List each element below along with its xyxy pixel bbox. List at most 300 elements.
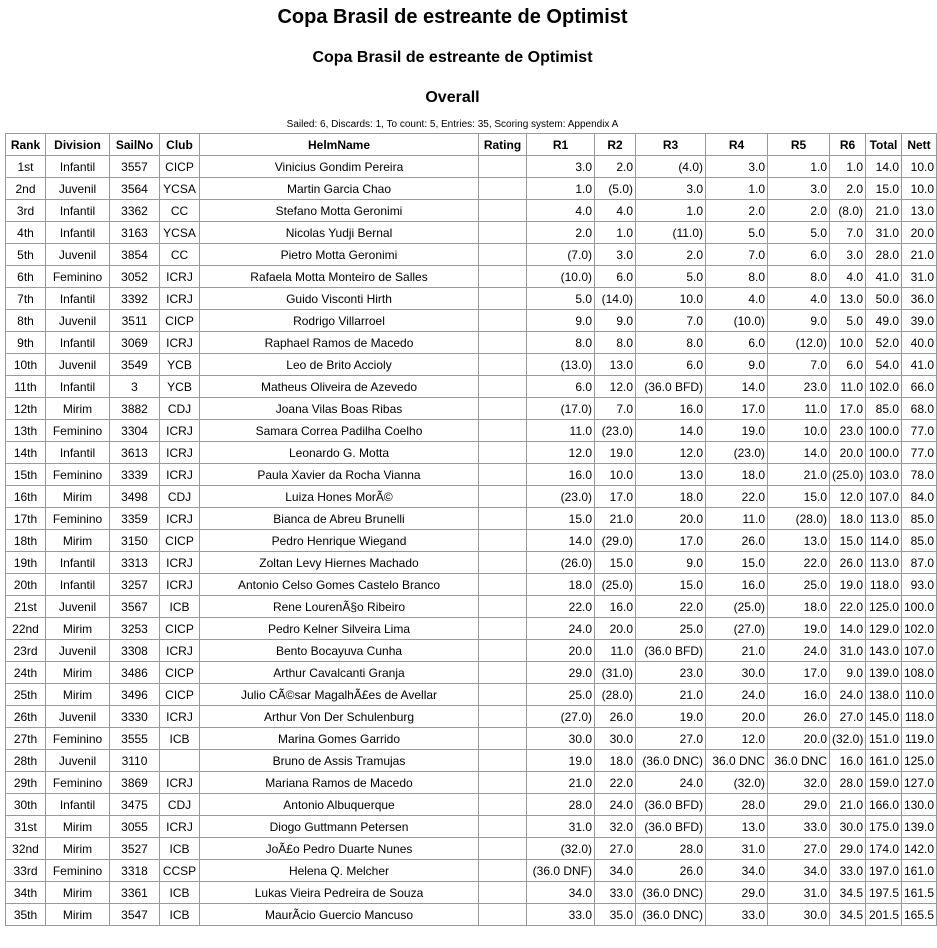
cell-r3: (36.0 BFD) xyxy=(636,816,706,838)
cell-r2: 26.0 xyxy=(595,706,636,728)
cell-rank: 4th xyxy=(6,222,46,244)
cell-division: Juvenil xyxy=(46,354,110,376)
cell-sailno: 3557 xyxy=(110,156,160,178)
cell-r4: 2.0 xyxy=(706,200,768,222)
cell-nett: 78.0 xyxy=(902,464,937,486)
cell-division: Mirim xyxy=(46,486,110,508)
cell-r2: 13.0 xyxy=(595,354,636,376)
cell-r1: 16.0 xyxy=(527,464,595,486)
cell-r1: (10.0) xyxy=(527,266,595,288)
cell-rating xyxy=(479,596,527,618)
cell-total: 49.0 xyxy=(866,310,902,332)
cell-club: YCB xyxy=(160,354,200,376)
cell-helmname: Arthur Von Der Schulenburg xyxy=(200,706,479,728)
cell-r2: 6.0 xyxy=(595,266,636,288)
cell-r1: 22.0 xyxy=(527,596,595,618)
cell-division: Infantil xyxy=(46,222,110,244)
cell-r6: 20.0 xyxy=(830,442,866,464)
cell-nett: 10.0 xyxy=(902,156,937,178)
cell-division: Juvenil xyxy=(46,596,110,618)
cell-division: Feminino xyxy=(46,508,110,530)
cell-r6: 14.0 xyxy=(830,618,866,640)
cell-helmname: MaurÃcio Guercio Mancuso xyxy=(200,904,479,926)
cell-total: 113.0 xyxy=(866,508,902,530)
cell-r3: (4.0) xyxy=(636,156,706,178)
cell-club: CICP xyxy=(160,310,200,332)
table-row xyxy=(6,816,937,838)
cell-sailno: 3253 xyxy=(110,618,160,640)
cell-rank: 16th xyxy=(6,486,46,508)
cell-rank: 5th xyxy=(6,244,46,266)
page-title: Copa Brasil de estreante de Optimist xyxy=(277,6,628,28)
cell-r5: 18.0 xyxy=(768,596,830,618)
cell-rank: 29th xyxy=(6,772,46,794)
cell-r2: (5.0) xyxy=(595,178,636,200)
cell-helmname: Guido Visconti Hirth xyxy=(200,288,479,310)
cell-sailno: 3527 xyxy=(110,838,160,860)
cell-total: 50.0 xyxy=(866,288,902,310)
cell-r5: 11.0 xyxy=(768,398,830,420)
cell-r5: 33.0 xyxy=(768,816,830,838)
cell-total: 54.0 xyxy=(866,354,902,376)
cell-r2: 35.0 xyxy=(595,904,636,926)
cell-club: ICB xyxy=(160,728,200,750)
cell-r5: 21.0 xyxy=(768,464,830,486)
cell-rating xyxy=(479,200,527,222)
cell-club: ICB xyxy=(160,838,200,860)
header-r1: R1 xyxy=(527,134,595,156)
cell-r1: (36.0 DNF) xyxy=(527,860,595,882)
cell-rank: 33rd xyxy=(6,860,46,882)
cell-total: 145.0 xyxy=(866,706,902,728)
table-row xyxy=(6,244,937,266)
cell-r5: 34.0 xyxy=(768,860,830,882)
cell-r4: 28.0 xyxy=(706,794,768,816)
cell-r2: 22.0 xyxy=(595,772,636,794)
cell-r1: 5.0 xyxy=(527,288,595,310)
cell-helmname: Julio CÃ©sar MagalhÃ£es de Avellar xyxy=(200,684,479,706)
cell-r2: 30.0 xyxy=(595,728,636,750)
cell-r1: (7.0) xyxy=(527,244,595,266)
cell-helmname: Bento Bocayuva Cunha xyxy=(200,640,479,662)
cell-total: 85.0 xyxy=(866,398,902,420)
cell-r5: 1.0 xyxy=(768,156,830,178)
cell-r4: 30.0 xyxy=(706,662,768,684)
cell-division: Infantil xyxy=(46,332,110,354)
cell-r3: 2.0 xyxy=(636,244,706,266)
cell-r1: 34.0 xyxy=(527,882,595,904)
cell-r1: 24.0 xyxy=(527,618,595,640)
cell-nett: 77.0 xyxy=(902,442,937,464)
cell-rating xyxy=(479,486,527,508)
cell-division: Feminino xyxy=(46,266,110,288)
cell-r6: 26.0 xyxy=(830,552,866,574)
cell-sailno: 3555 xyxy=(110,728,160,750)
cell-r5: (12.0) xyxy=(768,332,830,354)
cell-r1: (23.0) xyxy=(527,486,595,508)
cell-club: ICRJ xyxy=(160,706,200,728)
cell-r6: 28.0 xyxy=(830,772,866,794)
series-summary: Sailed: 6, Discards: 1, To count: 5, Entries: 35, Scoring system: Appendix A xyxy=(286,119,619,130)
cell-nett: 10.0 xyxy=(902,178,937,200)
cell-rating xyxy=(479,838,527,860)
cell-r6: 29.0 xyxy=(830,838,866,860)
cell-r4: 18.0 xyxy=(706,464,768,486)
cell-total: 102.0 xyxy=(866,376,902,398)
cell-helmname: Pietro Motta Geronimi xyxy=(200,244,479,266)
cell-club: CICP xyxy=(160,662,200,684)
table-row xyxy=(6,596,937,618)
cell-rating xyxy=(479,178,527,200)
cell-nett: 68.0 xyxy=(902,398,937,420)
table-row xyxy=(6,376,937,398)
cell-r2: 19.0 xyxy=(595,442,636,464)
cell-club: YCSA xyxy=(160,222,200,244)
cell-helmname: JoÃ£o Pedro Duarte Nunes xyxy=(200,838,479,860)
cell-r6: 1.0 xyxy=(830,156,866,178)
cell-r5: 20.0 xyxy=(768,728,830,750)
cell-r3: 22.0 xyxy=(636,596,706,618)
cell-nett: 161.0 xyxy=(902,860,937,882)
cell-sailno: 3564 xyxy=(110,178,160,200)
cell-r2: 16.0 xyxy=(595,596,636,618)
cell-total: 107.0 xyxy=(866,486,902,508)
cell-r3: 7.0 xyxy=(636,310,706,332)
cell-helmname: Leo de Brito Accioly xyxy=(200,354,479,376)
cell-r1: 18.0 xyxy=(527,574,595,596)
header-rank: Rank xyxy=(6,134,46,156)
cell-rating xyxy=(479,574,527,596)
cell-r6: 15.0 xyxy=(830,530,866,552)
cell-division: Juvenil xyxy=(46,178,110,200)
cell-r6: (8.0) xyxy=(830,200,866,222)
cell-r5: 10.0 xyxy=(768,420,830,442)
table-row xyxy=(6,178,937,200)
cell-r4: 16.0 xyxy=(706,574,768,596)
cell-rating xyxy=(479,904,527,926)
cell-rank: 21st xyxy=(6,596,46,618)
cell-total: 197.5 xyxy=(866,882,902,904)
cell-r3: 20.0 xyxy=(636,508,706,530)
cell-r5: 26.0 xyxy=(768,706,830,728)
cell-r5: 2.0 xyxy=(768,200,830,222)
table-row xyxy=(6,860,937,882)
cell-r5: 19.0 xyxy=(768,618,830,640)
cell-nett: 31.0 xyxy=(902,266,937,288)
cell-r3: (36.0 DNC) xyxy=(636,882,706,904)
cell-r2: 21.0 xyxy=(595,508,636,530)
cell-r4: 7.0 xyxy=(706,244,768,266)
cell-rating xyxy=(479,464,527,486)
cell-rating xyxy=(479,684,527,706)
cell-r3: 28.0 xyxy=(636,838,706,860)
cell-rating xyxy=(479,442,527,464)
cell-r3: 3.0 xyxy=(636,178,706,200)
cell-r6: 34.5 xyxy=(830,882,866,904)
cell-r3: 10.0 xyxy=(636,288,706,310)
cell-sailno: 3318 xyxy=(110,860,160,882)
cell-club: ICB xyxy=(160,596,200,618)
cell-nett: 77.0 xyxy=(902,420,937,442)
cell-total: 118.0 xyxy=(866,574,902,596)
cell-total: 114.0 xyxy=(866,530,902,552)
table-row xyxy=(6,640,937,662)
cell-rank: 30th xyxy=(6,794,46,816)
cell-helmname: Arthur Cavalcanti Granja xyxy=(200,662,479,684)
cell-r3: 8.0 xyxy=(636,332,706,354)
cell-r4: 24.0 xyxy=(706,684,768,706)
cell-r1: 28.0 xyxy=(527,794,595,816)
cell-sailno: 3339 xyxy=(110,464,160,486)
cell-nett: 165.5 xyxy=(902,904,937,926)
cell-club: ICRJ xyxy=(160,420,200,442)
cell-r5: 24.0 xyxy=(768,640,830,662)
cell-r1: 4.0 xyxy=(527,200,595,222)
cell-sailno: 3549 xyxy=(110,354,160,376)
cell-r6: 11.0 xyxy=(830,376,866,398)
cell-rank: 19th xyxy=(6,552,46,574)
cell-r4: 17.0 xyxy=(706,398,768,420)
table-row xyxy=(6,288,937,310)
cell-division: Infantil xyxy=(46,442,110,464)
cell-rank: 26th xyxy=(6,706,46,728)
cell-r1: (13.0) xyxy=(527,354,595,376)
cell-rank: 1st xyxy=(6,156,46,178)
table-row xyxy=(6,398,937,420)
cell-r3: 9.0 xyxy=(636,552,706,574)
cell-sailno: 3854 xyxy=(110,244,160,266)
cell-r2: (28.0) xyxy=(595,684,636,706)
cell-r6: 6.0 xyxy=(830,354,866,376)
cell-rating xyxy=(479,772,527,794)
cell-nett: 108.0 xyxy=(902,662,937,684)
cell-r3: 24.0 xyxy=(636,772,706,794)
cell-rank: 6th xyxy=(6,266,46,288)
cell-helmname: Rene LourenÃ§o Ribeiro xyxy=(200,596,479,618)
cell-nett: 21.0 xyxy=(902,244,937,266)
cell-club: CICP xyxy=(160,618,200,640)
cell-r3: (36.0 DNC) xyxy=(636,750,706,772)
cell-r4: 21.0 xyxy=(706,640,768,662)
page-subtitle: Copa Brasil de estreante de Optimist xyxy=(312,49,593,66)
cell-r4: 9.0 xyxy=(706,354,768,376)
cell-division: Juvenil xyxy=(46,640,110,662)
cell-r2: 4.0 xyxy=(595,200,636,222)
cell-sailno: 3055 xyxy=(110,816,160,838)
cell-helmname: Pedro Kelner Silveira Lima xyxy=(200,618,479,640)
cell-rating xyxy=(479,618,527,640)
cell-r4: 22.0 xyxy=(706,486,768,508)
cell-rank: 14th xyxy=(6,442,46,464)
cell-division: Mirim xyxy=(46,684,110,706)
cell-rating xyxy=(479,706,527,728)
cell-r1: 21.0 xyxy=(527,772,595,794)
cell-helmname: Paula Xavier da Rocha Vianna xyxy=(200,464,479,486)
header-club: Club xyxy=(160,134,200,156)
cell-total: 161.0 xyxy=(866,750,902,772)
cell-r2: 34.0 xyxy=(595,860,636,882)
cell-rank: 10th xyxy=(6,354,46,376)
cell-r4: 14.0 xyxy=(706,376,768,398)
cell-r2: 8.0 xyxy=(595,332,636,354)
cell-rank: 20th xyxy=(6,574,46,596)
cell-r4: 8.0 xyxy=(706,266,768,288)
cell-r2: 9.0 xyxy=(595,310,636,332)
cell-division: Juvenil xyxy=(46,310,110,332)
cell-r6: 4.0 xyxy=(830,266,866,288)
cell-r6: 23.0 xyxy=(830,420,866,442)
cell-division: Mirim xyxy=(46,904,110,926)
cell-division: Mirim xyxy=(46,882,110,904)
cell-r1: 6.0 xyxy=(527,376,595,398)
table-row xyxy=(6,266,937,288)
table-row xyxy=(6,310,937,332)
cell-r3: 25.0 xyxy=(636,618,706,640)
cell-r5: 36.0 DNC xyxy=(768,750,830,772)
cell-r4: 13.0 xyxy=(706,816,768,838)
cell-division: Infantil xyxy=(46,288,110,310)
cell-r4: 31.0 xyxy=(706,838,768,860)
cell-division: Juvenil xyxy=(46,244,110,266)
cell-total: 201.5 xyxy=(866,904,902,926)
cell-rank: 13th xyxy=(6,420,46,442)
cell-r6: (25.0) xyxy=(830,464,866,486)
header-r3: R3 xyxy=(636,134,706,156)
cell-rating xyxy=(479,552,527,574)
cell-rating xyxy=(479,398,527,420)
cell-helmname: Helena Q. Melcher xyxy=(200,860,479,882)
cell-r6: 30.0 xyxy=(830,816,866,838)
cell-r4: 3.0 xyxy=(706,156,768,178)
cell-r2: 32.0 xyxy=(595,816,636,838)
cell-r3: 14.0 xyxy=(636,420,706,442)
cell-rank: 18th xyxy=(6,530,46,552)
cell-sailno: 3498 xyxy=(110,486,160,508)
cell-r4: (10.0) xyxy=(706,310,768,332)
cell-r3: (36.0 BFD) xyxy=(636,640,706,662)
header-r2: R2 xyxy=(595,134,636,156)
results-table xyxy=(5,133,937,926)
cell-nett: 139.0 xyxy=(902,816,937,838)
cell-r4: 4.0 xyxy=(706,288,768,310)
cell-total: 41.0 xyxy=(866,266,902,288)
header-r6: R6 xyxy=(830,134,866,156)
cell-r1: 11.0 xyxy=(527,420,595,442)
cell-division: Mirim xyxy=(46,838,110,860)
cell-sailno: 3486 xyxy=(110,662,160,684)
cell-r4: 36.0 DNC xyxy=(706,750,768,772)
cell-helmname: Nicolas Yudji Bernal xyxy=(200,222,479,244)
cell-sailno: 3 xyxy=(110,376,160,398)
cell-nett: 142.0 xyxy=(902,838,937,860)
cell-division: Juvenil xyxy=(46,750,110,772)
cell-sailno: 3308 xyxy=(110,640,160,662)
cell-r5: 29.0 xyxy=(768,794,830,816)
cell-r6: 21.0 xyxy=(830,794,866,816)
cell-nett: 20.0 xyxy=(902,222,937,244)
cell-total: 166.0 xyxy=(866,794,902,816)
cell-r1: 30.0 xyxy=(527,728,595,750)
cell-r6: (32.0) xyxy=(830,728,866,750)
cell-club: ICRJ xyxy=(160,552,200,574)
cell-nett: 36.0 xyxy=(902,288,937,310)
cell-division: Mirim xyxy=(46,530,110,552)
cell-r1: 31.0 xyxy=(527,816,595,838)
cell-r4: 33.0 xyxy=(706,904,768,926)
cell-club: CDJ xyxy=(160,398,200,420)
cell-rank: 25th xyxy=(6,684,46,706)
cell-total: 28.0 xyxy=(866,244,902,266)
cell-nett: 85.0 xyxy=(902,508,937,530)
cell-rank: 12th xyxy=(6,398,46,420)
cell-rank: 3rd xyxy=(6,200,46,222)
cell-r3: 21.0 xyxy=(636,684,706,706)
cell-r3: (36.0 DNC) xyxy=(636,904,706,926)
cell-rank: 27th xyxy=(6,728,46,750)
cell-nett: 119.0 xyxy=(902,728,937,750)
cell-r4: (23.0) xyxy=(706,442,768,464)
cell-r2: 24.0 xyxy=(595,794,636,816)
cell-r1: 2.0 xyxy=(527,222,595,244)
cell-r2: (14.0) xyxy=(595,288,636,310)
cell-helmname: Martin Garcia Chao xyxy=(200,178,479,200)
table-row xyxy=(6,684,937,706)
table-row xyxy=(6,552,937,574)
cell-helmname: Bianca de Abreu Brunelli xyxy=(200,508,479,530)
table-row xyxy=(6,156,937,178)
cell-club: ICRJ xyxy=(160,464,200,486)
cell-r1: (17.0) xyxy=(527,398,595,420)
cell-r5: 13.0 xyxy=(768,530,830,552)
cell-club: CC xyxy=(160,200,200,222)
cell-rating xyxy=(479,728,527,750)
cell-club: ICB xyxy=(160,882,200,904)
cell-total: 159.0 xyxy=(866,772,902,794)
cell-helmname: Antonio Celso Gomes Castelo Branco xyxy=(200,574,479,596)
table-row xyxy=(6,332,937,354)
cell-rating xyxy=(479,640,527,662)
cell-nett: 84.0 xyxy=(902,486,937,508)
cell-rating xyxy=(479,354,527,376)
table-row xyxy=(6,772,937,794)
cell-rank: 17th xyxy=(6,508,46,530)
cell-club: CCSP xyxy=(160,860,200,882)
cell-sailno: 3869 xyxy=(110,772,160,794)
cell-nett: 85.0 xyxy=(902,530,937,552)
table-row xyxy=(6,574,937,596)
cell-club: ICRJ xyxy=(160,508,200,530)
cell-r4: 1.0 xyxy=(706,178,768,200)
cell-club: CC xyxy=(160,244,200,266)
cell-total: 143.0 xyxy=(866,640,902,662)
cell-total: 14.0 xyxy=(866,156,902,178)
cell-r3: 18.0 xyxy=(636,486,706,508)
cell-r3: 27.0 xyxy=(636,728,706,750)
cell-sailno: 3882 xyxy=(110,398,160,420)
cell-rating xyxy=(479,244,527,266)
cell-r4: 29.0 xyxy=(706,882,768,904)
cell-sailno: 3359 xyxy=(110,508,160,530)
cell-r2: 15.0 xyxy=(595,552,636,574)
cell-helmname: Leonardo G. Motta xyxy=(200,442,479,464)
cell-r6: 17.0 xyxy=(830,398,866,420)
cell-r2: 10.0 xyxy=(595,464,636,486)
cell-rank: 2nd xyxy=(6,178,46,200)
cell-club: YCB xyxy=(160,376,200,398)
cell-r1: (26.0) xyxy=(527,552,595,574)
cell-rating xyxy=(479,882,527,904)
cell-r4: 15.0 xyxy=(706,552,768,574)
